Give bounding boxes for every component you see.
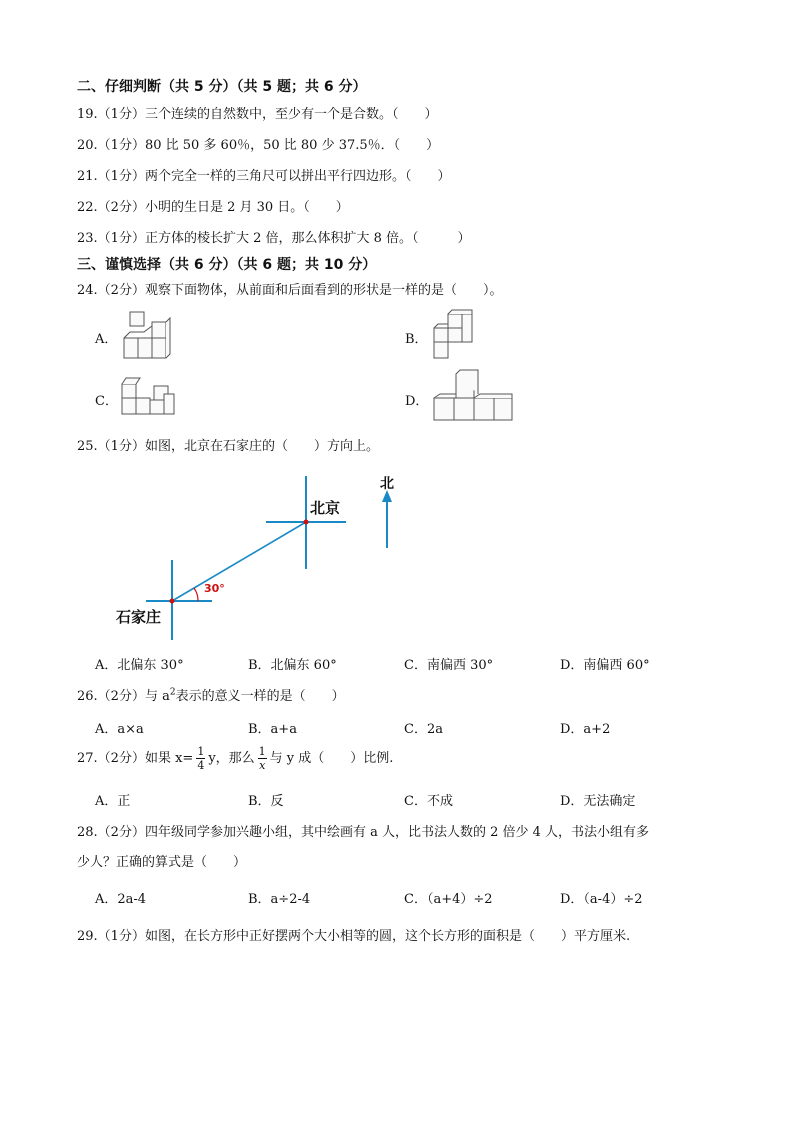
question-22: 22.（2分）小明的生日是 2 月 30 日。（ ）: [77, 200, 349, 215]
beijing-label: 北京: [310, 499, 341, 517]
q24-option-c-label[interactable]: C．: [95, 394, 118, 409]
question-19: 19.（1分）三个连续的自然数中，至少有一个是合数。（ ）: [77, 107, 438, 122]
question-27-stem: 27.（2分）如果 x= $\frac{1}{4}$ y，那么 $\frac{1}{x}$ 与 y 成（ ）比例.: [77, 745, 394, 772]
q24-option-d-label[interactable]: D．: [405, 394, 429, 409]
q27-option-b[interactable]: B．反: [248, 794, 284, 809]
question-24-stem: 24.（2分）观察下面物体，从前面和后面看到的形状是一样的是（ ）。: [77, 283, 503, 298]
shijiazhuang-point: [170, 599, 175, 604]
q26-option-b[interactable]: B．a+a: [248, 722, 297, 737]
question-23: 23.（1分）正方体的棱长扩大 2 倍，那么体积扩大 8 倍。（ ）: [77, 231, 471, 246]
q24-option-c-figure: [118, 372, 180, 418]
question-28-line2: 少人？正确的算式是（ ）: [77, 855, 247, 870]
q27-option-c[interactable]: C．不成: [404, 794, 453, 809]
q24-option-d-figure: [430, 368, 520, 424]
q26-option-a[interactable]: A．a×a: [95, 722, 144, 737]
beijing-point: [304, 520, 309, 525]
q28-option-b[interactable]: B．a÷2-4: [248, 892, 311, 907]
question-25-stem: 25.（1分）如图，北京在石家庄的（ ）方向上。: [77, 439, 379, 454]
q24-option-a-figure: [120, 308, 172, 362]
question-26-stem: 26.（2分）与 $a^2$表示的意义一样的是（ ）: [77, 687, 345, 704]
angle-arc: [194, 588, 198, 601]
q26-option-d[interactable]: D．a+2: [560, 722, 611, 737]
q24-option-b-figure: [430, 308, 478, 362]
q28-option-a[interactable]: A．2a-4: [95, 892, 147, 907]
q25-option-d[interactable]: D．南偏西 60°: [560, 658, 650, 673]
q28-option-c[interactable]: C．（a+4）÷2: [404, 892, 493, 907]
q27-option-d[interactable]: D．无法确定: [560, 794, 636, 809]
north-label: 北: [380, 476, 394, 492]
question-28-line1: 28.（2分）四年级同学参加兴趣小组，其中绘画有 a 人，比书法人数的 2 倍少 4 人，书法小组有多: [77, 825, 650, 840]
q24-option-b-label[interactable]: B．: [405, 332, 428, 347]
q27-option-a[interactable]: A．正: [95, 794, 131, 809]
q28-option-d[interactable]: D．（a-4）÷2: [560, 892, 643, 907]
section-title-choice: 三、谨慎选择（共 6 分）（共 6 题；共 10 分）: [77, 257, 377, 273]
question-29-stem: 29.（1分）如图，在长方形中正好摆两个大小相等的圆，这个长方形的面积是（ ）平方厘米.: [77, 929, 631, 944]
angle-label: 30°: [204, 582, 225, 595]
q25-option-c[interactable]: C．南偏西 30°: [404, 658, 494, 673]
q24-option-a-label[interactable]: A．: [95, 332, 118, 347]
q25-option-a[interactable]: A．北偏东 30°: [95, 658, 184, 673]
connecting-line: [172, 522, 306, 601]
question-21: 21.（1分）两个完全一样的三角尺可以拼出平行四边形。（ ）: [77, 169, 451, 184]
question-20: 20.（1分）80 比 50 多 60％，50 比 80 少 37.5％．（ ）: [77, 138, 440, 153]
section-title-judge: 二、仔细判断（共 5 分）（共 5 题；共 6 分）: [77, 79, 367, 95]
q25-option-b[interactable]: B．北偏东 60°: [248, 658, 337, 673]
q26-option-c[interactable]: C．2a: [404, 722, 443, 737]
shijiazhuang-label: 石家庄: [116, 608, 162, 626]
